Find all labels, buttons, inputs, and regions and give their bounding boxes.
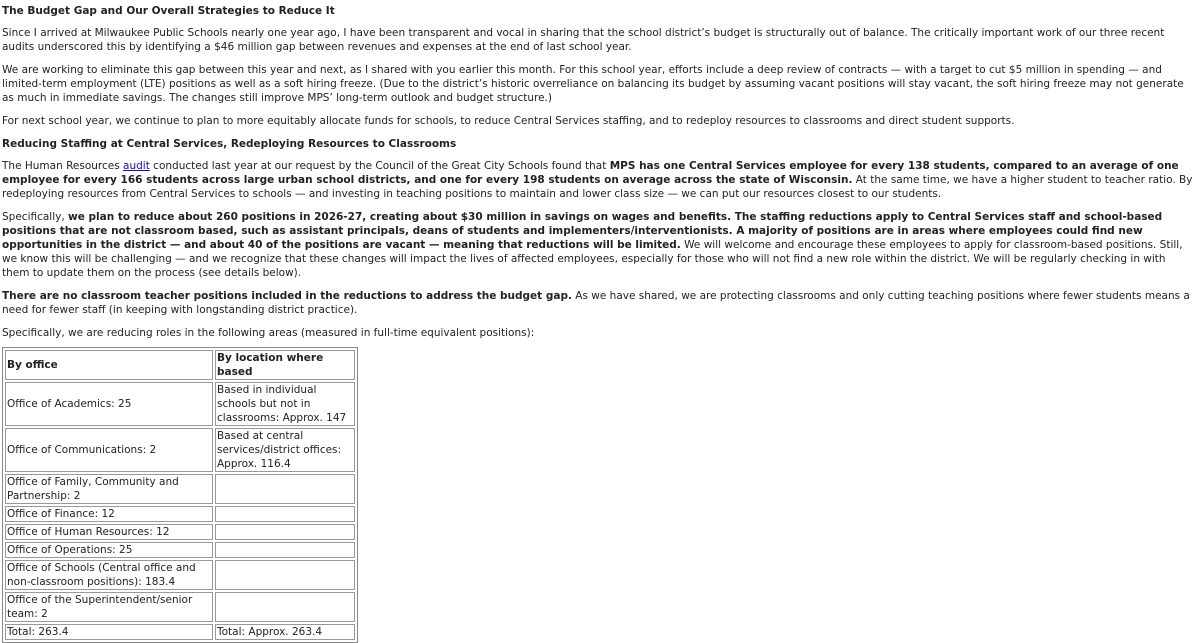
table-row: [5, 542, 355, 558]
paragraph-audit: The Human Resources audit conducted last year at our request by the Council of the Great City Schools found that MPS has one Central Services employee for every 138 students, compared to an average of one employee for every 166 students across large urban school districts, and one for every 198 students on average across the state of Wisconsin. At the same time, we have a higher student to teacher ratio. By redeploying resources from Central Services to schools — and investing in teaching positions to maintain and lower class size — we can put our resources closest to our students.: [2, 160, 1193, 200]
heading-budget-gap: The Budget Gap and Our Overall Strategies to Reduce It: [2, 5, 335, 17]
office-cell: Office of Academics: 25: [5, 382, 213, 426]
office-cell: Office of Family, Community and Partnership: 2: [5, 474, 213, 504]
location-cell: [215, 560, 355, 590]
table-row: [5, 524, 355, 540]
table-total-row: [5, 624, 355, 640]
table-header-row: [5, 350, 355, 380]
table-row: [5, 382, 355, 426]
table-row: [5, 560, 355, 590]
total-location-cell: Total: Approx. 263.4: [215, 624, 355, 640]
paragraph-reductions: Specifically, we plan to reduce about 260 positions in 2026-27, creating about $30 million in savings on wages and benefits. The staffing reductions apply to Central Services staff and school-based positions that are not classroom based, such as assistant principals, deans of students and implementers/interventionists. A majority of positions are in areas where employees could find new opportunities in the district — and about 40 of the positions are vacant — meaning that reductions will be limited. We will welcome and encourage these employees to apply for classroom-based positions. Still, we know this will be challenging — and we recognize that these changes will impact the lives of affected employees, especially for those who will not find a new role within the district. We will be regularly checking in with them to update them on the process (see details below).: [2, 211, 1183, 279]
location-cell: [215, 524, 355, 540]
office-cell: Office of Finance: 12: [5, 506, 213, 522]
location-cell: [215, 542, 355, 558]
paragraph-no-teachers: There are no classroom teacher positions included in the reductions to address the budget gap. As we have shared, we are protecting classrooms and only cutting teaching positions where fewer students means a need for fewer staff (in keeping with longstanding district practice).: [2, 290, 1190, 316]
table-row: [5, 428, 355, 472]
office-cell: Office of Schools (Central office and non-classroom positions): 183.4: [5, 560, 213, 590]
header-by-location: By location where based: [215, 350, 355, 380]
paragraph-intro: Since I arrived at Milwaukee Public Schools nearly one year ago, I have been transparent and vocal in sharing that the school district’s budget is structurally out of balance. The critically important work of our three recent audits underscored this by identifying a $46 million gap between revenues and expenses at the end of last school year.: [2, 27, 1165, 53]
reductions-table: [2, 347, 358, 643]
heading-central-services: Reducing Staffing at Central Services, Redeploying Resources to Classrooms: [2, 138, 457, 150]
table-row: [5, 506, 355, 522]
location-cell: [215, 506, 355, 522]
paragraph-next-year: For next school year, we continue to plan to more equitably allocate funds for schools, to reduce Central Services staffing, and to redeploy resources to classrooms and direct student supports.: [2, 115, 1015, 127]
office-cell: Office of the Superintendent/senior team: 2: [5, 592, 213, 622]
audit-link[interactable]: audit: [123, 160, 150, 172]
paragraph-table-intro: Specifically, we are reducing roles in the following areas (measured in full-time equivalent positions):: [2, 327, 535, 339]
office-cell: Office of Human Resources: 12: [5, 524, 213, 540]
header-by-office: By office: [5, 350, 213, 380]
office-cell: Office of Operations: 25: [5, 542, 213, 558]
location-cell: [215, 474, 355, 504]
location-cell: Based in individual schools but not in classrooms: Approx. 147: [215, 382, 355, 426]
office-cell: Office of Communications: 2: [5, 428, 213, 472]
paragraph-efforts: We are working to eliminate this gap between this year and next, as I shared with you earlier this month. For this school year, efforts include a deep review of contracts — with a target to cut $5 million in spending — and limited-term employment (LTE) positions as well as a soft hiring freeze. (Due to the district’s historic overreliance on balancing its budget by assuming vacant positions will stay vacant, the soft hiring freeze may not generate as much in immediate savings. The changes still improve MPS’ long-term outlook and budget structure.): [2, 64, 1184, 104]
table-row: [5, 474, 355, 504]
location-cell: Based at central services/district offices: Approx. 116.4: [215, 428, 355, 472]
total-office-cell: Total: 263.4: [5, 624, 213, 640]
